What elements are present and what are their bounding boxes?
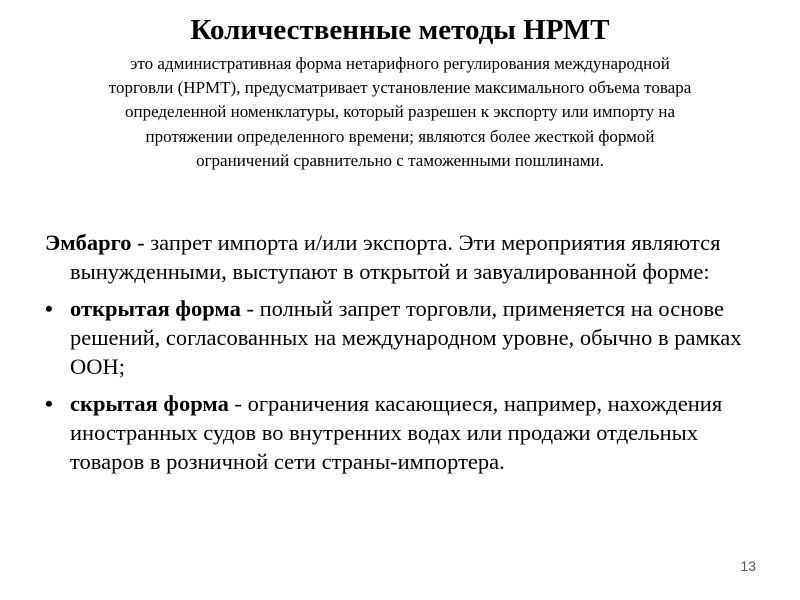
intro-text: - запрет импорта и/или экспорта. Эти мероприятия являются вынужденными, выступают в открытой и завуалированной форме: bbox=[70, 230, 721, 284]
bullet-term: открытая форма bbox=[70, 296, 241, 321]
slide-title: Количественные методы НРМТ bbox=[190, 14, 610, 46]
bullet-text: - полный запрет торговли, применяется на основе решений, согласованных на международном уровне, обычно в рамках ООН; bbox=[70, 296, 742, 379]
bullet-mark: • bbox=[45, 296, 53, 321]
list-item-hidden-form bbox=[45, 389, 760, 476]
bullet-term: скрытая форма bbox=[70, 391, 229, 416]
slide-body bbox=[45, 228, 760, 484]
bullet-text: - ограничения касающиеся, например, нахождения иностранных судов во внутренних водах или продажи отдельных товаров в розничной сети страны-импортера. bbox=[70, 391, 723, 474]
slide-subtitle: это административная форма нетарифного регулирования международной торговли (НРМТ), предусматривает установление максимального объема товара определенной номенклатуры, который разрешен к экспорту или импорту на протяжении определенного времени; являются более жесткой формой ограничений сравнительно с таможенными пошлинами. bbox=[108, 54, 692, 170]
bullet-list bbox=[45, 294, 760, 476]
list-item-open-form bbox=[45, 294, 760, 381]
intro-term: Эмбарго bbox=[45, 230, 132, 255]
bullet-mark: • bbox=[45, 391, 53, 416]
intro-paragraph bbox=[45, 228, 760, 286]
page-number: 13 bbox=[740, 558, 756, 574]
